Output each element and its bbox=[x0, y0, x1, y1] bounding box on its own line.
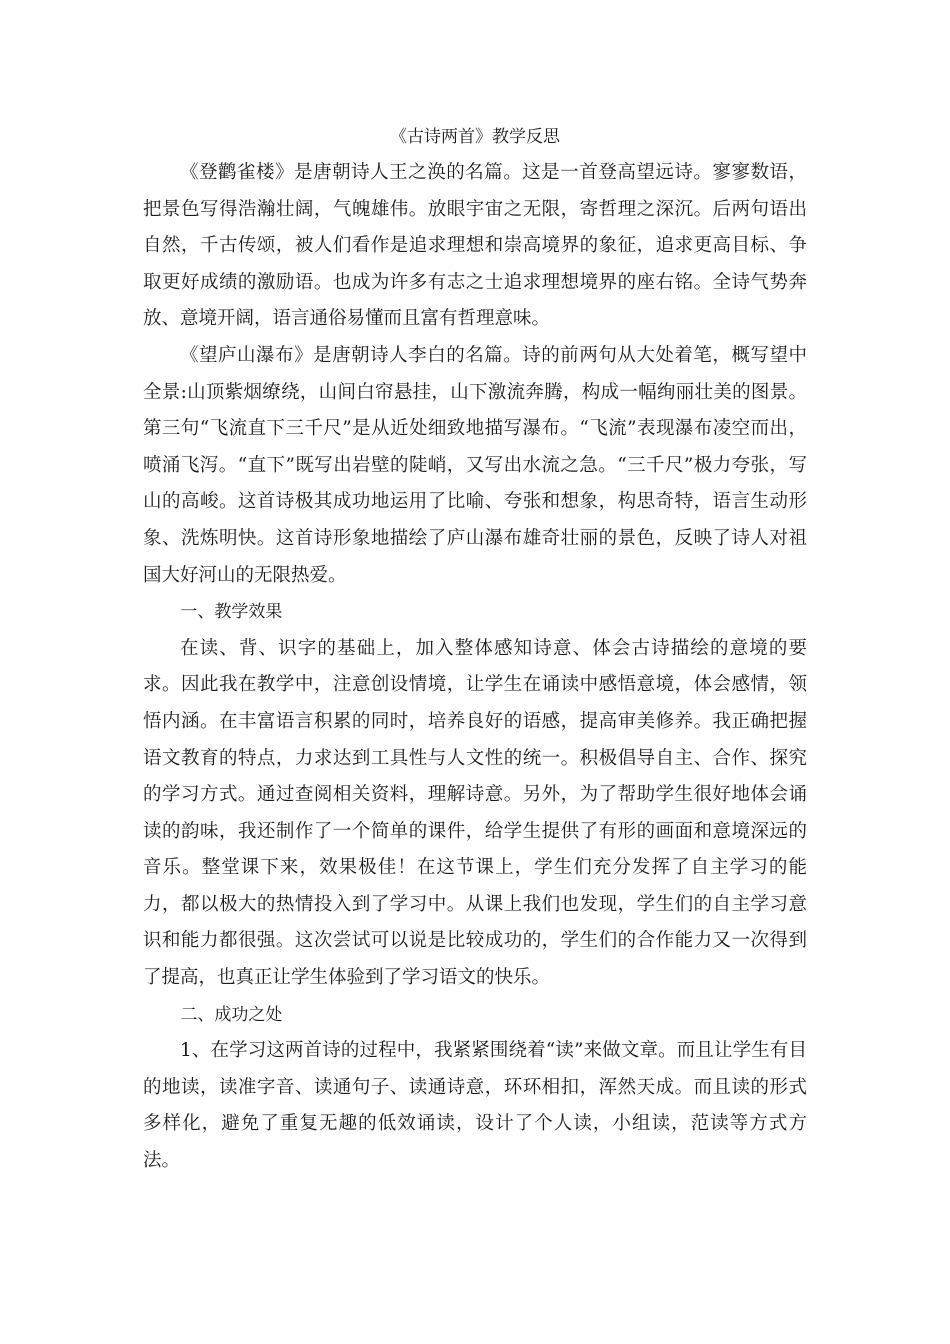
section-heading-teaching-effect: 一、教学效果 bbox=[180, 602, 283, 623]
paragraph-wanglushanpubu: 《望庐山瀑布》是唐朝诗人李白的名篇。诗的前两句从大处着笔，概写望中全景:山顶紫烟缭绕，山间白帘悬挂，山下激流奔腾，构成一幅绚丽壮美的图景。第三句“飞流直下三千尺”是从近处细致地描写瀑布。“飞流”表现瀑布凌空而出，喷涌飞泻。“直下”既写出岩壁的陡峭，又写出水流之急。“三千尺”极力夸张，写山的高峻。这首诗极其成功地运用了比喻、夸张和想象，构思奇特，语言生动形象、洗炼明快。这首诗形象地描绘了庐山瀑布雄奇壮丽的景色，反映了诗人对祖国大好河山的无限热爱。 bbox=[143, 344, 807, 586]
paragraph-dengguanquelou: 《登鹳雀楼》是唐朝诗人王之涣的名篇。这是一首登高望远诗。寥寥数语，把景色写得浩瀚壮阔，气魄雄伟。放眼宇宙之无限，寄哲理之深沉。后两句语出自然，千古传颂，被人们看作是追求理想和崇高境界的象征，追求更高目标、争取更好成绩的激励语。也成为许多有志之士追求理想境界的座右铭。全诗气势奔放、意境开阔，语言通俗易懂而且富有哲理意味。 bbox=[143, 162, 807, 330]
paragraph-teaching-effect: 在读、背、识字的基础上，加入整体感知诗意、体会古诗描绘的意境的要求。因此我在教学中，注意创设情境，让学生在诵读中感悟意境，体会感情，领悟内涵。在丰富语言积累的同时，培养良好的语感，提高审美修养。我正确把握语文教育的特点，力求达到工具性与人文性的统一。积极倡导自主、合作、探究的学习方式。通过查阅相关资料，理解诗意。另外，为了帮助学生很好地体会诵读的韵味，我还制作了一个简单的课件，给学生提供了有形的画面和意境深远的音乐。整堂课下来，效果极佳！在这节课上，学生们充分发挥了自主学习的能力，都以极大的热情投入到了学习中。从课上我们也发现，学生们的自主学习意识和能力都很强。这次尝试可以说是比较成功的，学生们的合作能力又一次得到了提高，也真正让学生体验到了学习语文的快乐。 bbox=[143, 637, 807, 989]
document-title: 《古诗两首》教学反思 bbox=[390, 127, 560, 147]
document-body bbox=[143, 119, 807, 1180]
paragraph-successes: 1、在学习这两首诗的过程中，我紧紧围绕着“读”来做文章。而且让学生有目的地读，读准字音、读通句子、读通诗意，环环相扣，浑然天成。而且读的形式多样化，避免了重复无趣的低效诵读，设计了个人读，小组读，范读等方式方法。 bbox=[143, 1040, 807, 1172]
section-heading-successes: 二、成功之处 bbox=[180, 1004, 283, 1025]
